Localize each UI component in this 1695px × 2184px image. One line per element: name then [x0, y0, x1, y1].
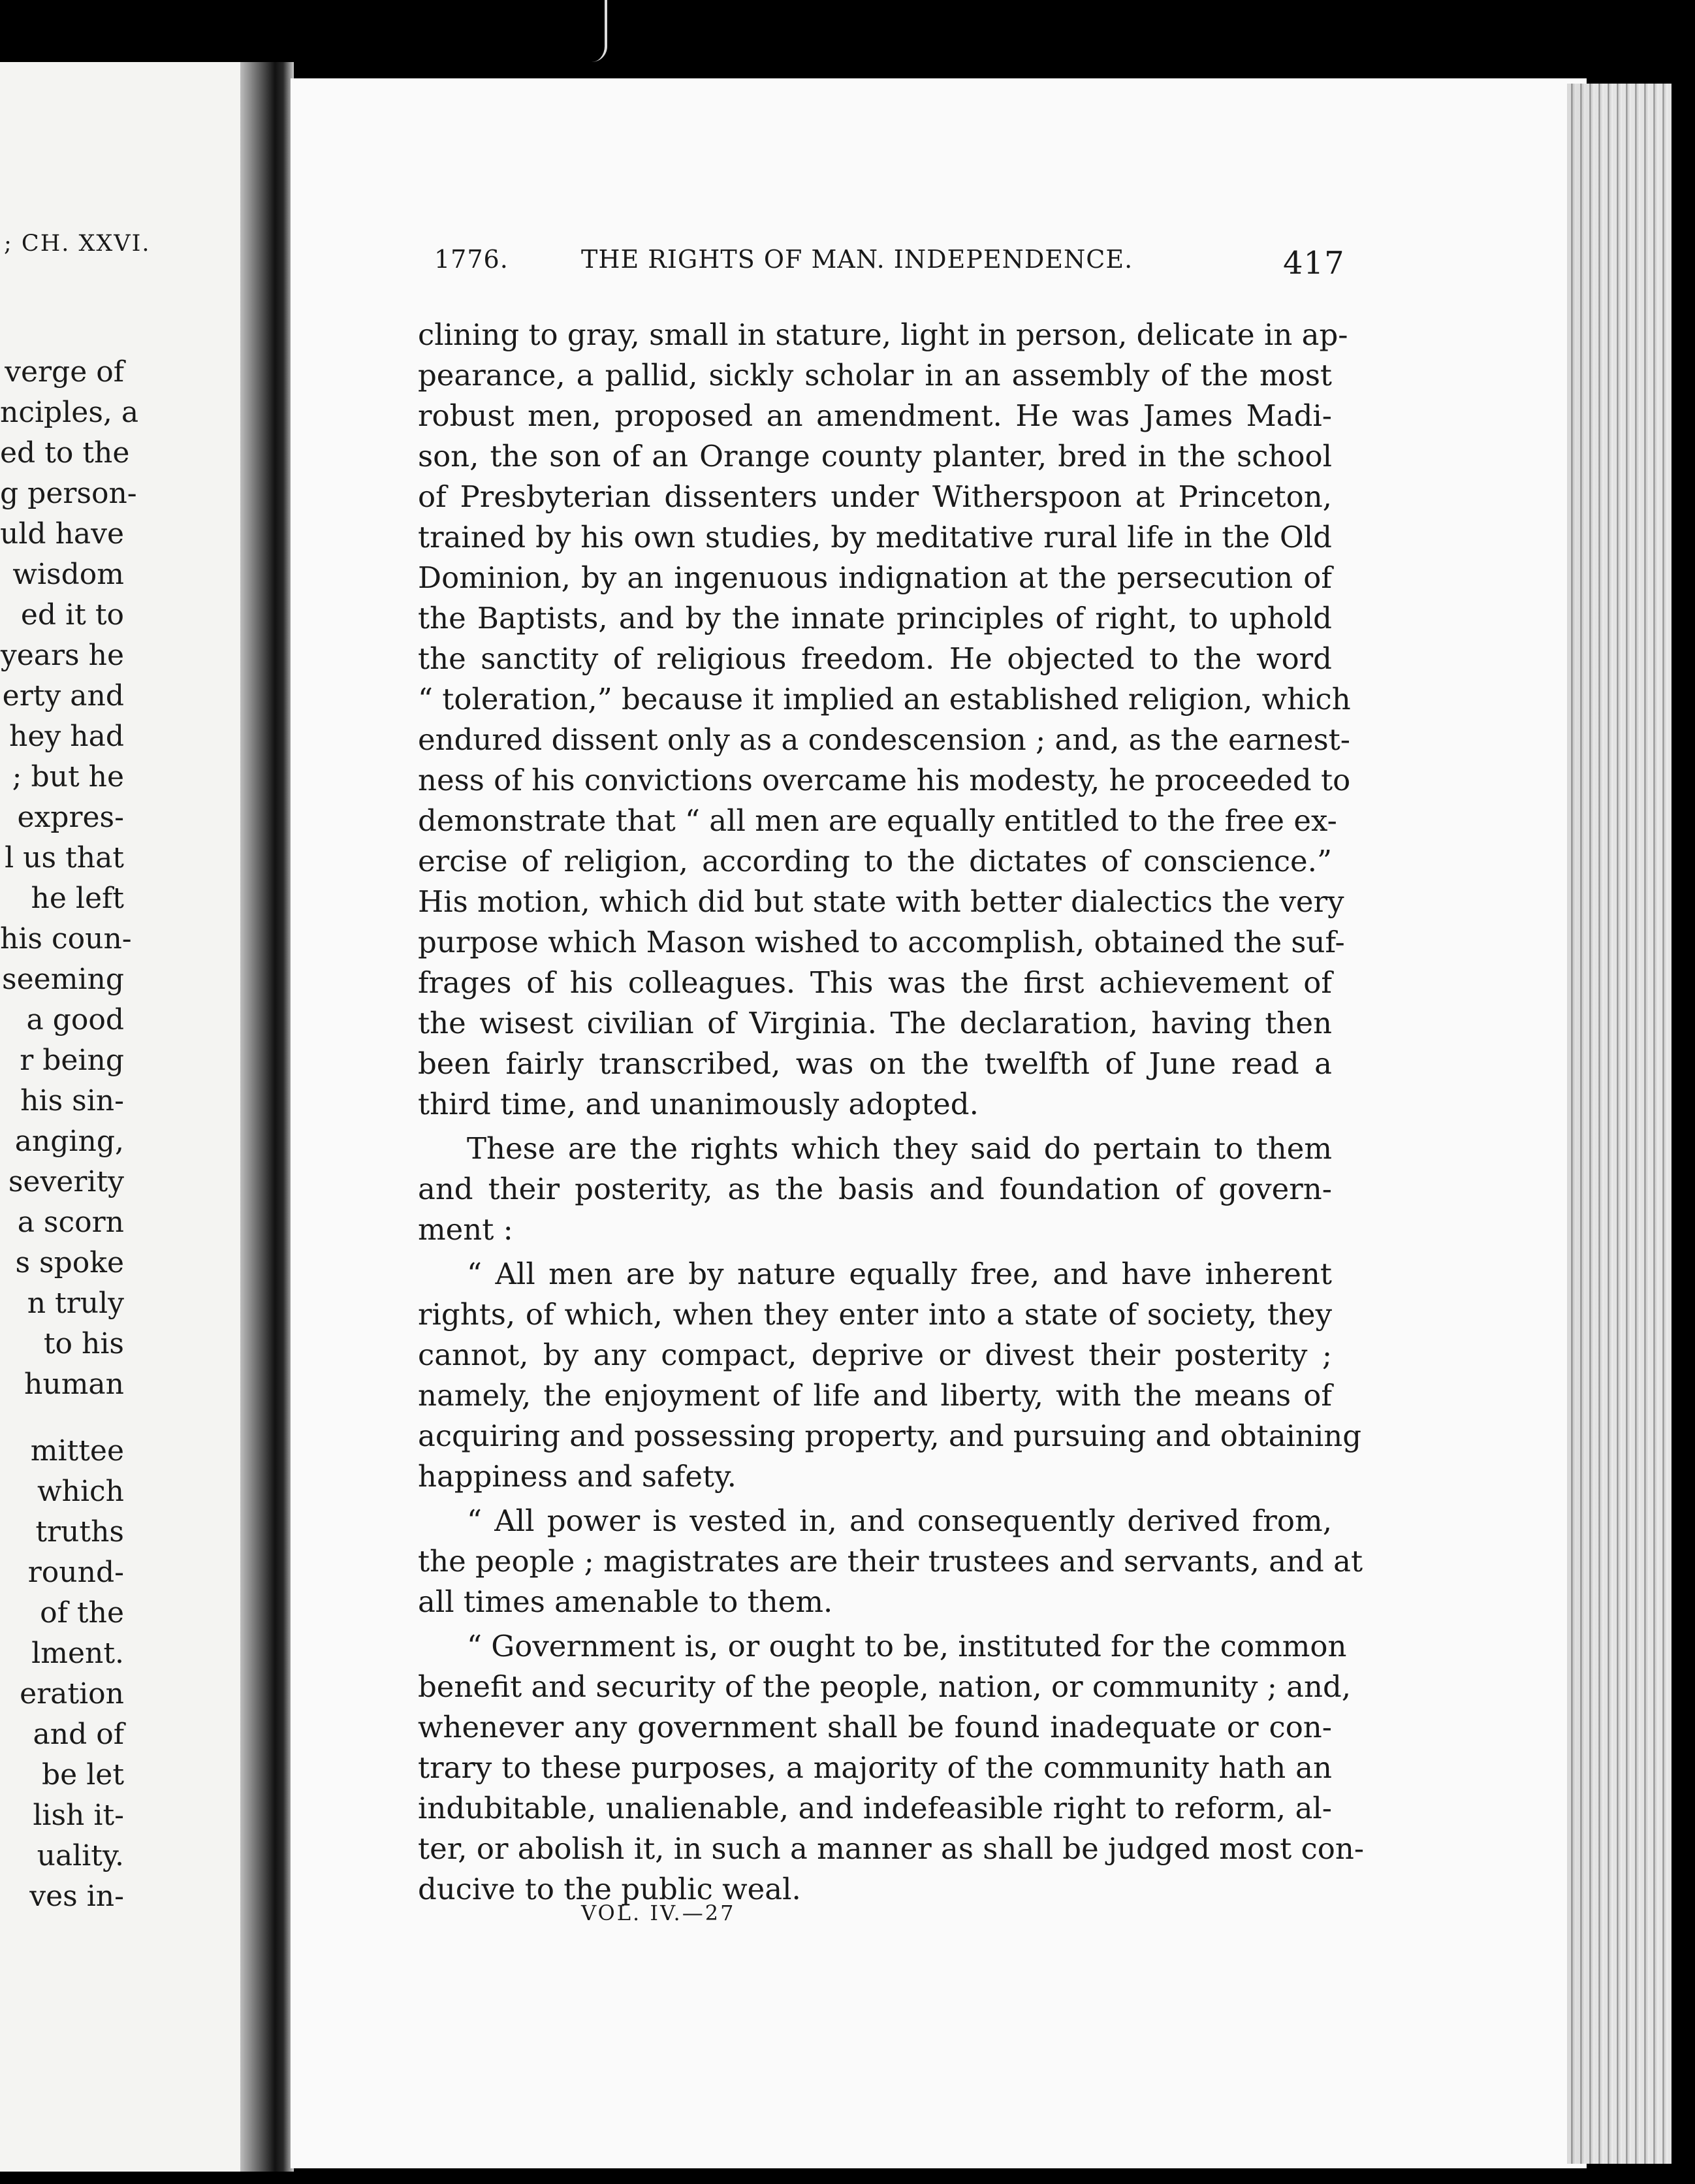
text-line: cannot, by any compact, deprive or divest their posterity ;: [418, 1338, 1332, 1372]
text-line: trary to these purposes, a majority of the community hath an: [418, 1750, 1332, 1785]
text-line: Dominion, by an ingenuous indignation at the persecution of: [418, 560, 1332, 595]
left-text-line: ; but he: [12, 760, 124, 794]
text-line: “ All power is vested in, and consequently derived from,: [467, 1503, 1332, 1538]
left-text-line: mittee: [30, 1434, 124, 1468]
left-text-line: seeming: [2, 963, 124, 996]
left-text-line: uality.: [37, 1839, 124, 1872]
left-text-line: years he: [0, 639, 124, 672]
left-text-line: and of: [33, 1718, 124, 1751]
text-line: been fairly transcribed, was on the twelfth of June read a: [418, 1046, 1332, 1081]
text-line: His motion, which did but state with better dialectics the very: [418, 884, 1344, 919]
left-text-line: human: [24, 1368, 124, 1401]
text-line: robust men, proposed an amendment. He was James Madi-: [418, 398, 1332, 433]
left-text-line: eration: [20, 1677, 124, 1710]
text-line: pearance, a pallid, sickly scholar in an assembly of the most: [418, 358, 1332, 393]
text-line: These are the rights which they said do pertain to them: [467, 1131, 1332, 1166]
text-line: ter, or abolish it, in such a manner as shall be judged most con-: [418, 1831, 1365, 1866]
left-text-line: s spoke: [15, 1246, 124, 1279]
signature-mark: VOL. IV.—27: [581, 1901, 736, 1925]
book-gutter: [240, 62, 294, 2172]
text-line: “ Government is, or ought to be, instituted for the common: [467, 1629, 1347, 1663]
text-line: the Baptists, and by the innate principles of right, to uphold: [418, 601, 1332, 635]
text-line: “ All men are by nature equally free, and have inherent: [467, 1257, 1332, 1291]
text-line: purpose which Mason wished to accomplish, obtained the suf-: [418, 925, 1345, 959]
text-line: the sanctity of religious freedom. He objected to the word: [418, 641, 1332, 676]
left-text-line: a good: [26, 1003, 124, 1036]
running-head-title: THE RIGHTS OF MAN. INDEPENDENCE.: [581, 245, 1133, 274]
left-page-text: [0, 352, 139, 1917]
left-text-line: hey had: [9, 720, 124, 753]
text-line: ducive to the public weal.: [418, 1872, 801, 1906]
left-text-line: be let: [42, 1758, 124, 1791]
text-line: ercise of religion, according to the dictates of conscience.”: [418, 844, 1332, 878]
left-text-line: his sin-: [20, 1084, 124, 1117]
text-line: son, the son of an Orange county planter, bred in the school: [418, 439, 1332, 474]
left-facing-page: [0, 62, 264, 2172]
text-line: ment :: [418, 1212, 513, 1247]
text-line: of Presbyterian dissenters under Witherspoon at Princeton,: [418, 479, 1332, 514]
page-top-edge-mark: [592, 0, 607, 62]
paragraph: [418, 1129, 1332, 1250]
left-text-line: of the: [40, 1596, 124, 1630]
text-line: the people ; magistrates are their trustees and servants, and at: [418, 1544, 1363, 1579]
left-text-line: l us that: [5, 841, 124, 875]
left-text-line: expres-: [17, 801, 124, 834]
left-text-line: r being: [20, 1044, 124, 1077]
text-line: demonstrate that “ all men are equally entitled to the free ex-: [418, 803, 1337, 838]
text-line: clining to gray, small in stature, light in person, delicate in ap-: [418, 317, 1348, 352]
left-text-line: wisdom: [12, 558, 124, 591]
text-line: benefit and security of the people, nation, or community ; and,: [418, 1669, 1352, 1704]
paragraph: [418, 315, 1351, 1125]
left-text-line: nciples, a: [0, 396, 139, 429]
left-text-line: round-: [27, 1556, 124, 1589]
left-text-line: verge of: [5, 355, 124, 389]
text-line: the wisest civilian of Virginia. The declaration, having then: [418, 1006, 1332, 1040]
text-line: third time, and unanimously adopted.: [418, 1087, 979, 1121]
text-line: namely, the enjoyment of life and liberty, with the means of: [418, 1378, 1332, 1413]
text-line: and their posterity, as the basis and foundation of govern-: [418, 1172, 1332, 1206]
paragraph: [418, 1254, 1362, 1497]
left-text-line: erty and: [2, 679, 124, 713]
text-line: happiness and safety.: [418, 1459, 737, 1494]
left-text-line: which: [37, 1475, 124, 1508]
left-text-line: uld have: [0, 517, 125, 551]
text-line: rights, of which, when they enter into a state of society, they: [418, 1297, 1332, 1332]
left-text-line: to his: [43, 1327, 124, 1360]
text-line: whenever any government shall be found inadequate or con-: [418, 1710, 1332, 1744]
left-text-line: truths: [35, 1515, 124, 1549]
left-text-line: anging,: [14, 1125, 124, 1158]
left-running-head: ; CH. XXVI.: [4, 231, 151, 257]
left-text-line: ves in-: [29, 1880, 124, 1913]
left-text-line: n truly: [27, 1287, 124, 1320]
text-line: “ toleration,” because it implied an established religion, which: [418, 682, 1351, 716]
page-number: 417: [1283, 245, 1345, 281]
paragraph: [418, 1501, 1363, 1622]
left-text-line: ed it to: [20, 598, 124, 632]
text-line: endured dissent only as a condescension ; and, as the earnest-: [418, 722, 1350, 757]
page-body-text: [418, 315, 1365, 1910]
text-line: frages of his colleagues. This was the first achievement of: [418, 965, 1332, 1000]
text-line: trained by his own studies, by meditative rural life in the Old: [418, 520, 1332, 554]
paragraph: [418, 1626, 1365, 1910]
left-text-line: g person-: [0, 477, 137, 510]
page-edges: [1567, 84, 1671, 2164]
left-text-line: lment.: [31, 1637, 124, 1670]
text-line: ness of his convictions overcame his modesty, he proceeded to: [418, 763, 1351, 797]
left-text-line: he left: [31, 882, 124, 915]
text-line: indubitable, unalienable, and indefeasible right to reform, al-: [418, 1791, 1332, 1825]
left-text-line: severity: [8, 1165, 124, 1198]
left-text-line: lish it-: [33, 1799, 124, 1832]
text-line: all times amenable to them.: [418, 1584, 833, 1619]
running-head-year: 1776.: [434, 245, 509, 274]
left-text-line: a scorn: [17, 1206, 124, 1239]
running-head: [434, 245, 1345, 284]
text-line: acquiring and possessing property, and pursuing and obtaining: [418, 1419, 1362, 1453]
left-text-line: ed to the: [0, 436, 130, 470]
left-text-line: his coun-: [0, 922, 132, 956]
